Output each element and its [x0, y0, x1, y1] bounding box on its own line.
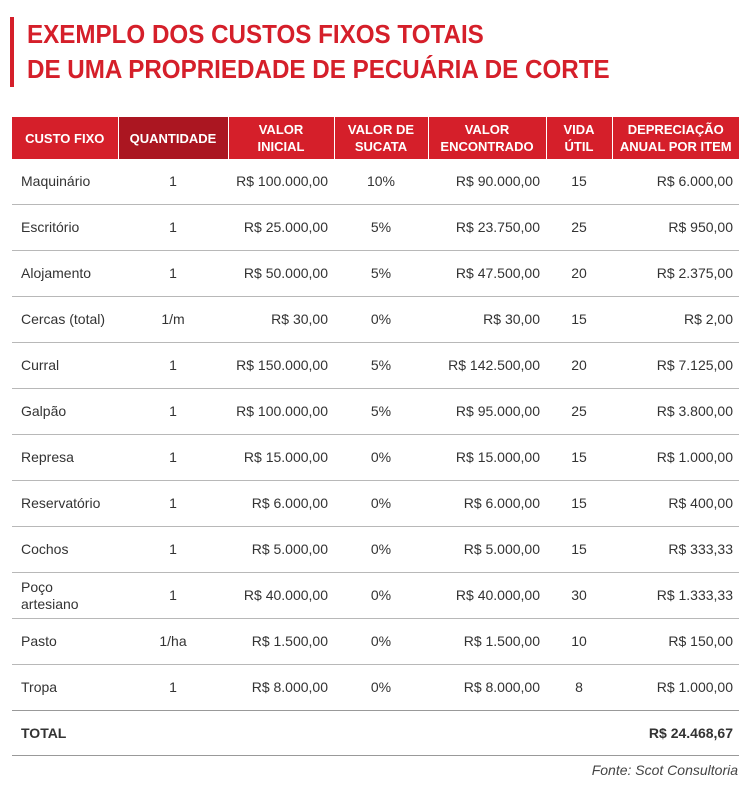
- cell-name: Cochos: [12, 527, 118, 573]
- total-label: TOTAL: [12, 711, 118, 756]
- cell-initial: R$ 8.000,00: [251, 679, 328, 695]
- cell-name: Maquinário: [12, 159, 118, 205]
- cell-found: R$ 6.000,00: [428, 481, 546, 527]
- cell-initial: R$ 1.500,00: [228, 619, 334, 665]
- cell-dep: R$ 7.125,00: [612, 343, 739, 389]
- cell-qty: 1: [118, 573, 228, 619]
- cell-found: R$ 23.750,00: [428, 205, 546, 251]
- cell-qty: 1/m: [118, 297, 228, 343]
- cell-life: 10: [546, 619, 612, 665]
- cell-found: R$ 40.000,00: [428, 573, 546, 619]
- cell-found: R$ 30,00: [428, 297, 546, 343]
- table-row: [12, 435, 739, 481]
- cell-life: 15: [546, 297, 612, 343]
- cell-qty: 1: [169, 679, 177, 695]
- cell-life: 25: [546, 389, 612, 435]
- header-valor-encontrado: VALOR ENCONTRADO: [428, 117, 546, 159]
- cell-life: 20: [546, 251, 612, 297]
- cell-initial: R$ 25.000,00: [228, 205, 334, 251]
- cell-found: R$ 95.000,00: [428, 389, 546, 435]
- cell-scrap: 0%: [334, 481, 428, 527]
- cell-dep: R$ 150,00: [612, 619, 739, 665]
- total-spacer: [118, 711, 612, 756]
- cell-name: Alojamento: [12, 251, 118, 297]
- cell-initial: R$ 100.000,00: [228, 389, 334, 435]
- cell-dep: R$ 3.800,00: [612, 389, 739, 435]
- cell-found: R$ 47.500,00: [428, 251, 546, 297]
- header-depreciacao: DEPRECIAÇÃO ANUAL POR ITEM: [612, 117, 739, 159]
- cell-qty: 1: [118, 389, 228, 435]
- cell-scrap: 0%: [334, 435, 428, 481]
- cell-dep: R$ 1.000,00: [656, 679, 733, 695]
- fixed-costs-table: [12, 117, 739, 756]
- cell-dep: R$ 950,00: [612, 205, 739, 251]
- title-line-1: EXEMPLO DOS CUSTOS FIXOS TOTAIS: [27, 19, 484, 49]
- table-row: [12, 481, 739, 527]
- cell-qty: 1/ha: [118, 619, 228, 665]
- header-custo-fixo: CUSTO FIXO: [12, 117, 118, 159]
- table-row: [12, 297, 739, 343]
- cell-initial: R$ 6.000,00: [228, 481, 334, 527]
- table-header-row: [12, 117, 739, 159]
- cell-qty: 1: [118, 205, 228, 251]
- cell-dep: R$ 2,00: [612, 297, 739, 343]
- cell-initial: R$ 40.000,00: [228, 573, 334, 619]
- cell-dep: R$ 2.375,00: [612, 251, 739, 297]
- cell-dep: R$ 400,00: [612, 481, 739, 527]
- cell-initial: R$ 5.000,00: [228, 527, 334, 573]
- table-row: [12, 573, 739, 619]
- table-row: [12, 159, 739, 205]
- cell-qty: 1: [118, 435, 228, 481]
- cell-life: 20: [546, 343, 612, 389]
- title-block: [10, 17, 653, 87]
- header-quantidade: QUANTIDADE: [118, 117, 228, 159]
- table-row: [12, 251, 739, 297]
- table-row: [12, 665, 739, 711]
- cell-name: Poço artesiano: [12, 573, 118, 619]
- cell-qty: 1: [118, 527, 228, 573]
- cell-found: R$ 90.000,00: [428, 159, 546, 205]
- cell-name: Pasto: [12, 619, 118, 665]
- header-valor-sucata: VALOR DE SUCATA: [334, 117, 428, 159]
- total-value: R$ 24.468,67: [612, 711, 739, 756]
- cell-scrap: 0%: [334, 573, 428, 619]
- cell-name: Represa: [12, 435, 118, 481]
- cell-initial: R$ 30,00: [228, 297, 334, 343]
- cell-found: R$ 5.000,00: [428, 527, 546, 573]
- header-vida-util: VIDA ÚTIL: [546, 117, 612, 159]
- cell-qty: 1: [118, 481, 228, 527]
- cell-name: Reservatório: [12, 481, 118, 527]
- cell-dep: R$ 333,33: [612, 527, 739, 573]
- cell-found: R$ 1.500,00: [428, 619, 546, 665]
- total-row: [12, 711, 739, 756]
- cell-scrap: 5%: [334, 205, 428, 251]
- cell-dep: R$ 6.000,00: [612, 159, 739, 205]
- header-valor-inicial: VALOR INICIAL: [228, 117, 334, 159]
- cell-scrap: 10%: [334, 159, 428, 205]
- cell-life: 15: [546, 159, 612, 205]
- cell-scrap: 5%: [334, 251, 428, 297]
- cell-life: 30: [546, 573, 612, 619]
- cell-scrap: 0%: [334, 527, 428, 573]
- cell-dep: R$ 1.333,33: [612, 573, 739, 619]
- source-credit: Fonte: Scot Consultoria: [591, 762, 738, 778]
- cell-scrap: 0%: [334, 297, 428, 343]
- cell-life: 15: [546, 435, 612, 481]
- table-row: [12, 205, 739, 251]
- cell-found: R$ 15.000,00: [428, 435, 546, 481]
- cell-scrap: 0%: [370, 679, 392, 695]
- cell-name: Galpão: [12, 389, 118, 435]
- cell-life: 8: [575, 679, 583, 695]
- cell-name: Tropa: [21, 679, 58, 695]
- cell-qty: 1: [118, 343, 228, 389]
- cell-life: 15: [546, 527, 612, 573]
- cell-initial: R$ 150.000,00: [228, 343, 334, 389]
- cell-qty: 1: [118, 159, 228, 205]
- cell-scrap: 0%: [334, 619, 428, 665]
- cell-qty: 1: [118, 251, 228, 297]
- cell-name: Escritório: [12, 205, 118, 251]
- cell-initial: R$ 100.000,00: [228, 159, 334, 205]
- table-row: [12, 527, 739, 573]
- title-line-2: DE UMA PROPRIEDADE DE PECUÁRIA DE CORTE: [27, 54, 610, 84]
- cell-scrap: 5%: [334, 389, 428, 435]
- table-row: [12, 343, 739, 389]
- cell-dep: R$ 1.000,00: [612, 435, 739, 481]
- cell-initial: R$ 15.000,00: [228, 435, 334, 481]
- cell-found: R$ 8.000,00: [463, 679, 540, 695]
- cell-initial: R$ 50.000,00: [228, 251, 334, 297]
- table-row: [12, 619, 739, 665]
- cell-life: 15: [546, 481, 612, 527]
- cell-name: Cercas (total): [12, 297, 118, 343]
- cell-life: 25: [546, 205, 612, 251]
- cell-found: R$ 142.500,00: [428, 343, 546, 389]
- cell-name: Curral: [12, 343, 118, 389]
- table-row: [12, 389, 739, 435]
- cell-scrap: 5%: [334, 343, 428, 389]
